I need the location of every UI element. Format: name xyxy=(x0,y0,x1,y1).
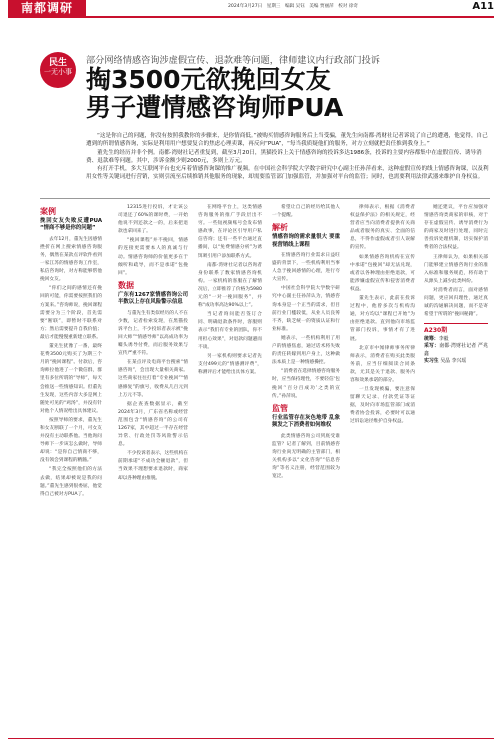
body-paragraph: 按照导师的要求，董先生和女友断联了一个月，可女友并没有主动联系他。当他询问导师下一步该怎么做时，导师却说：“是你自己情商不够，没有领会到课程的精髓。” xyxy=(40,417,102,464)
article-headline xyxy=(86,66,343,122)
body-paragraph: 如果情感咨询机构在宣传中承诺“包挽回”却无法兑现，或者以各种理由拒绝退款，可能涉嫌虚假宣传和侵害消费者权益。 xyxy=(350,254,415,292)
lead-paragraph: “这是你自己的问题，你没有按照我教你的步骤来，是你情商低。”被购买情感咨询服务后上当受骗，董先生向南都·湾财社记者诉说了自己的遭遇，他觉得，自己遭到的所谓情感咨询，实际是利用用户想要复合的焦虑心理卖课，再反向“PUA”，“每当我质疑他们的服务，对方立刻就把责任推到我身上。” xyxy=(86,133,488,148)
designer-credit: 美编 贾丽萍 xyxy=(309,4,334,9)
article-deck: 部分网络情感咨询涉虚假宣传、退款难等问题，律师建议内行政部门投诉 xyxy=(86,55,380,66)
section-kicker-data: 数据 xyxy=(118,280,134,290)
body-column-4 xyxy=(272,204,340,730)
article-byline xyxy=(424,327,488,366)
body-column-2 xyxy=(118,204,188,730)
body-paragraph: 希望让自己的经历给其他人一个提醒。 xyxy=(272,205,340,219)
body-paragraph: 12315进行投诉，才让该公司退还了60%的课时费，一开始他说不到还款之一的，后来把退款也拿回来了。 xyxy=(118,205,188,235)
masthead xyxy=(0,0,500,16)
section-subhead: 行业监管存在灰色地带 乱象频发之下消费者如何维权 xyxy=(272,414,340,429)
body-paragraph: 对消费者而言，面对感情问题，更应回归理性，通过真诚的沟通解决问题，而不是寄希望于所谓的“挽回秘籍”。 xyxy=(424,287,488,318)
body-paragraph: 董先生表示，此前在投诉过程中，他曾多次与机构沟通，对方均以“课程已开始”为由拒绝退款。直到他向市场监管部门投诉，事情才有了进展。 xyxy=(350,296,415,342)
headline-line1: 掏3500元欲挽回女友 xyxy=(86,65,331,94)
body-paragraph: “你们之间的感情还有挽回的可能，你需要按照我们的方案来。”咨询师说，挽回课程需要分为三个阶段，首先需要“断联”，即暂时不联系对方；然后需要提升自我价值；最后才能慢慢重新建立联系。 xyxy=(40,286,102,340)
header-info xyxy=(228,3,361,9)
lead-paragraph: 董先生的经历并非个例。南都·湾财社记者重复到，截至3月20日，黑猫投诉上关于情感咨询的投诉多达1986条，投诉的主要内容都集中在虚假宣传、诱导消费、退款难等问题。其中，涉诉金额少则2000元，多则上万元。 xyxy=(86,149,482,164)
body-paragraph: 一旦发现被骗，要注意保留聊天记录、付款凭证等证据，及时向市场监管部门或消费者协会投诉，必要时可以通过诉讼途径维护自身权益。 xyxy=(350,387,415,425)
column-logo xyxy=(40,52,76,88)
body-paragraph: 当记者询问能否签订合同、明确退款条件时，客服则表示“我们有专业的团队，你不用担心效果”，对退款问题避而不谈。 xyxy=(198,312,262,350)
body-paragraph: 董先生犹豫了一番，最终花费3500元购买了为期三个月的“挽回课程”。付款后，咨询师拉他进了一个微信群，群里有多位所谓的“导师”，每天会推送一些情感知识。但董先生发现，这些内容大多是网上随处可见的“鸡汤”，并没有针对他个人情况给出具体建议。 xyxy=(40,344,102,414)
section-subhead: 挽回女友失败反遭PUA “情商不够是你的问题” xyxy=(40,218,102,232)
body-paragraph: 她还建议，平台应加强对情感咨询类商家的审核，对于存在虚假宣传、诱导消费行为的商家及时进行处理，同时完善投诉处理机制，切实保护消费者的合法权益。 xyxy=(424,205,488,251)
body-paragraph: 南都·湾财社记者以咨询者身份联系了数家情感咨询机构。一家机构的客服在了解情况后，立即推荐了价格为5980元的“一对一挽回服务”，并称“成功率高达90%以上”。 xyxy=(198,262,262,309)
coordinator-name: 李毅 xyxy=(438,335,449,342)
body-paragraph: 王律师认为，如果相关部门能够建立情感咨询行业的准入标准和服务规范，将有助于从源头上减少此类纠纷。 xyxy=(424,254,488,284)
byline-divider xyxy=(424,323,488,324)
section-kicker-analysis: 解析 xyxy=(272,223,288,233)
body-paragraph: 据企查查数据显示，截至2024年3月，广东省名称或经营范围包含“情感咨询”的公司有1267家，其中超过一半存在经营异常、行政处罚等风险警示信息。 xyxy=(118,401,188,448)
body-paragraph: 另一家机构则要求记者先支付499元的“情感测评费”，称测评后才能给出具体方案。 xyxy=(198,353,262,375)
coordinator-label: 统筹： xyxy=(424,335,439,342)
body-paragraph: 她表示，一些机构利用了用户的情感焦虑，通过话术将失败的责任转嫁到用户身上，这种做法本质上是一种情感操控。 xyxy=(272,335,340,366)
intern-names: 吴晶 李兴瑶 xyxy=(440,358,467,365)
section-title: 南都调研 xyxy=(8,0,86,16)
logo-line2: 一无小事 xyxy=(44,68,72,76)
body-paragraph: 律师表示，根据《消费者权益保护法》的相关规定，经营者应当向消费者提供有关商品或者服务的真实、全面的信息，不得作虚假或者引人误解的宣传。 xyxy=(350,205,415,251)
logo-line1: 民生 xyxy=(48,58,67,68)
body-paragraph: 在某点评及电商平台搜索“情感咨询”，会出现大量相关商家。这些商家往往打着“专业挽回”“情感修复”的旗号，收费从几百元到上万元不等。 xyxy=(118,360,188,398)
reporter-label: 采写： xyxy=(424,343,440,350)
editor-credit: 编辑 吴钰 xyxy=(284,4,305,9)
body-paragraph: 此类情感咨询公司到底受谁监管？记者了解到，目前情感咨询行业尚无明确的主管部门，相关机构多以“文化咨询”“信息咨询”等名义注册，经营范围较为宽泛。 xyxy=(272,433,340,479)
body-paragraph: “我完全按照他们的方法去做，结果却被说是我的问题。”董先生感到很委屈，他觉得自己被对方PUA了。 xyxy=(40,467,102,497)
body-paragraph: “挽回课程”并不挽回，情感的连接更需要本人的真诚与行动。情感咨询师的价值更多在于倾听和疏导，而不是承诺“包挽回”。 xyxy=(118,238,188,276)
body-column-3 xyxy=(198,204,262,730)
body-paragraph: 北京市中闻律师事务所律师表示，消费者在购买此类服务前，应当仔细阅读合同条款，尤其是关于退款、服务内容和效果承诺的部分。 xyxy=(350,345,415,383)
section-subhead: 情感咨询的需求量很大 要重视营销线上课程 xyxy=(272,234,340,248)
body-column-5 xyxy=(350,204,415,730)
issue-weekday: 星期三 xyxy=(266,4,281,9)
lead-paragraph: 有打开手机，多大互联网平台也充斥着情感咨询课的推广视频。在中国社会科学院大学数字研究中心副主任孙萍看来，这种虚假宣传的线上情感咨询课，以及利用女性等关键词进行营销，实则引流至后续推销其他服务的现象，却需要监管部门加强监管，并加强对平台的监管；同时，也需要利用法律武器来维护自身权益。 xyxy=(86,166,489,181)
body-column-6 xyxy=(424,204,488,730)
intern-label: 实习生 xyxy=(424,358,439,365)
section-kicker-case: 案例 xyxy=(40,207,56,216)
article-lead xyxy=(86,132,490,182)
lead-divider xyxy=(40,198,490,199)
reporter-name: 南都·湾财社记者 严兆鑫 xyxy=(424,343,488,357)
header-rule xyxy=(8,16,494,18)
page-number: A11 xyxy=(472,1,494,12)
issue-count: A230期 xyxy=(424,327,448,335)
body-paragraph: 中国社会科学院大学数字研究中心副主任孙萍认为，情感咨询本身是一个正当的需求，但目前行业门槛较低，从业人员良莠不齐，缺乏统一的资质认证和行业标准。 xyxy=(272,286,340,332)
headline-line2: 男子遭情感咨询师PUA xyxy=(86,93,344,122)
body-paragraph: 与董先生有类似经历的人不在少数，记者检索发现，在黑猫投诉平台上，不少投诉者表示被“挽回大师”“情感导师”以高成功率为噱头诱导付费，而后服务效果与宣传严重不符。 xyxy=(118,310,188,357)
body-paragraph: “消费者在选择情感咨询服务时，应当保持理性，不要轻信‘包挽回’‘百分百成功’之类的宣传。”孙萍说。 xyxy=(272,369,340,399)
issue-date: 2024年3月27日 xyxy=(228,4,263,9)
section-kicker-regulation: 监管 xyxy=(272,403,288,413)
body-paragraph: 在情感咨询行业需求日益旺盛的背景下，一些机构利用当事人急于挽回感情的心理，进行夸大宣传。 xyxy=(272,253,340,283)
footer-rule xyxy=(8,738,494,739)
proofreader-credit: 校对 徐奇 xyxy=(338,4,359,9)
body-paragraph: 不少投诉者表示，这些机构在前期承诺“不成功全额退款”，但当效果不理想要求退款时，商家却以各种理由推脱。 xyxy=(118,451,188,481)
section-subhead: 广东有1267家情感咨询公司 半数以上存在风险警示信息 xyxy=(118,291,188,306)
body-paragraph: 在网络平台上，这类情感咨询服务的推广手段层出不穷。一些短视频账号会发布情感故事，在评论区引导用户私信咨询；还有一些平台通过直播间，以“免费情感分析”为诱饵吸引用户添加联系方式。 xyxy=(198,205,262,259)
body-paragraph: 去年12月，董先生因感情挫折在网上搜索情感咨询服务，偶然在某款点评软件看到一家江苏的情感咨询工作室，私信咨询时，对方称能够帮他挽回女友。 xyxy=(40,236,102,283)
body-column-1 xyxy=(40,204,102,730)
